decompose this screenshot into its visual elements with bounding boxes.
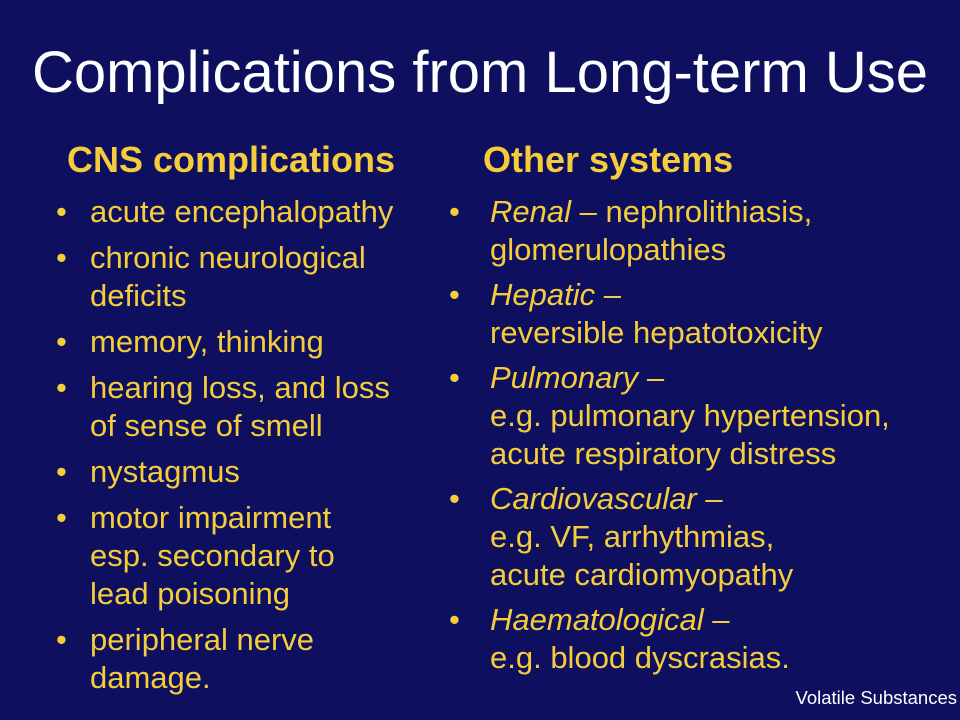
item-line: acute cardiomyopathy [490,557,794,592]
other-systems-item [449,359,919,473]
bullet-icon: • [449,277,460,312]
bullet-icon: • [449,481,460,516]
cns-item [56,621,416,697]
bullet-icon: • [56,240,67,275]
bullet-icon: • [449,360,460,395]
other-systems-item [449,480,919,594]
item-first-line [490,276,919,314]
item-line: acute encephalopathy [90,194,394,229]
cns-item [56,323,416,361]
item-first-line-rest: – [712,602,730,637]
bullet-icon: • [56,370,67,405]
cns-column [56,193,416,705]
item-line: nystagmus [90,454,240,489]
bullet-icon: • [56,324,67,359]
item-first-line [490,193,919,231]
bullet-icon: • [449,194,460,229]
bullet-icon: • [56,454,67,489]
bullet-icon: • [449,602,460,637]
item-line: acute respiratory distress [490,436,837,471]
system-term: Hepatic [490,277,596,312]
item-first-line-rest: – [705,481,723,516]
item-line: e.g. blood dyscrasias. [490,640,790,675]
other-systems-heading: Other systems [483,139,734,180]
cns-item [56,193,416,231]
other-systems-item [449,601,919,677]
item-line: e.g. VF, arrhythmias, [490,519,775,554]
other-systems-item [449,276,919,352]
item-line: of sense of smell [90,408,323,443]
cns-item [56,499,416,613]
slide-title: Complications from Long-term Use [31,40,929,105]
item-line: glomerulopathies [490,232,727,267]
cns-heading: CNS complications [67,139,396,180]
item-first-line-rest: – nephrolithiasis, [579,194,813,229]
cns-item [56,239,416,315]
system-term: Renal [490,194,571,229]
item-line: esp. secondary to [90,538,335,573]
system-term: Haematological [490,602,704,637]
item-line: memory, thinking [90,324,324,359]
bullet-icon: • [56,500,67,535]
item-first-line [490,359,919,397]
item-line: peripheral nerve [90,622,315,657]
footer-label: Volatile Substances [795,687,957,708]
item-line: deficits [90,278,187,313]
system-term: Cardiovascular [490,481,697,516]
bullet-icon: • [56,622,67,657]
item-line: e.g. pulmonary hypertension, [490,398,890,433]
item-first-line-rest: – [646,360,665,395]
bullet-icon: • [56,194,67,229]
item-first-line-rest: – [603,277,621,312]
cns-item [56,453,416,491]
other-systems-column [449,193,919,684]
item-line: motor impairment [90,500,332,535]
item-line: chronic neurological [90,240,366,275]
item-line: reversible hepatotoxicity [490,315,823,350]
other-systems-item [449,193,919,269]
item-first-line [490,480,919,518]
cns-item [56,369,416,445]
item-line: damage. [90,660,211,695]
system-term: Pulmonary [490,360,639,395]
item-line: lead poisoning [90,576,290,611]
item-first-line [490,601,919,639]
item-line: hearing loss, and loss [90,370,390,405]
